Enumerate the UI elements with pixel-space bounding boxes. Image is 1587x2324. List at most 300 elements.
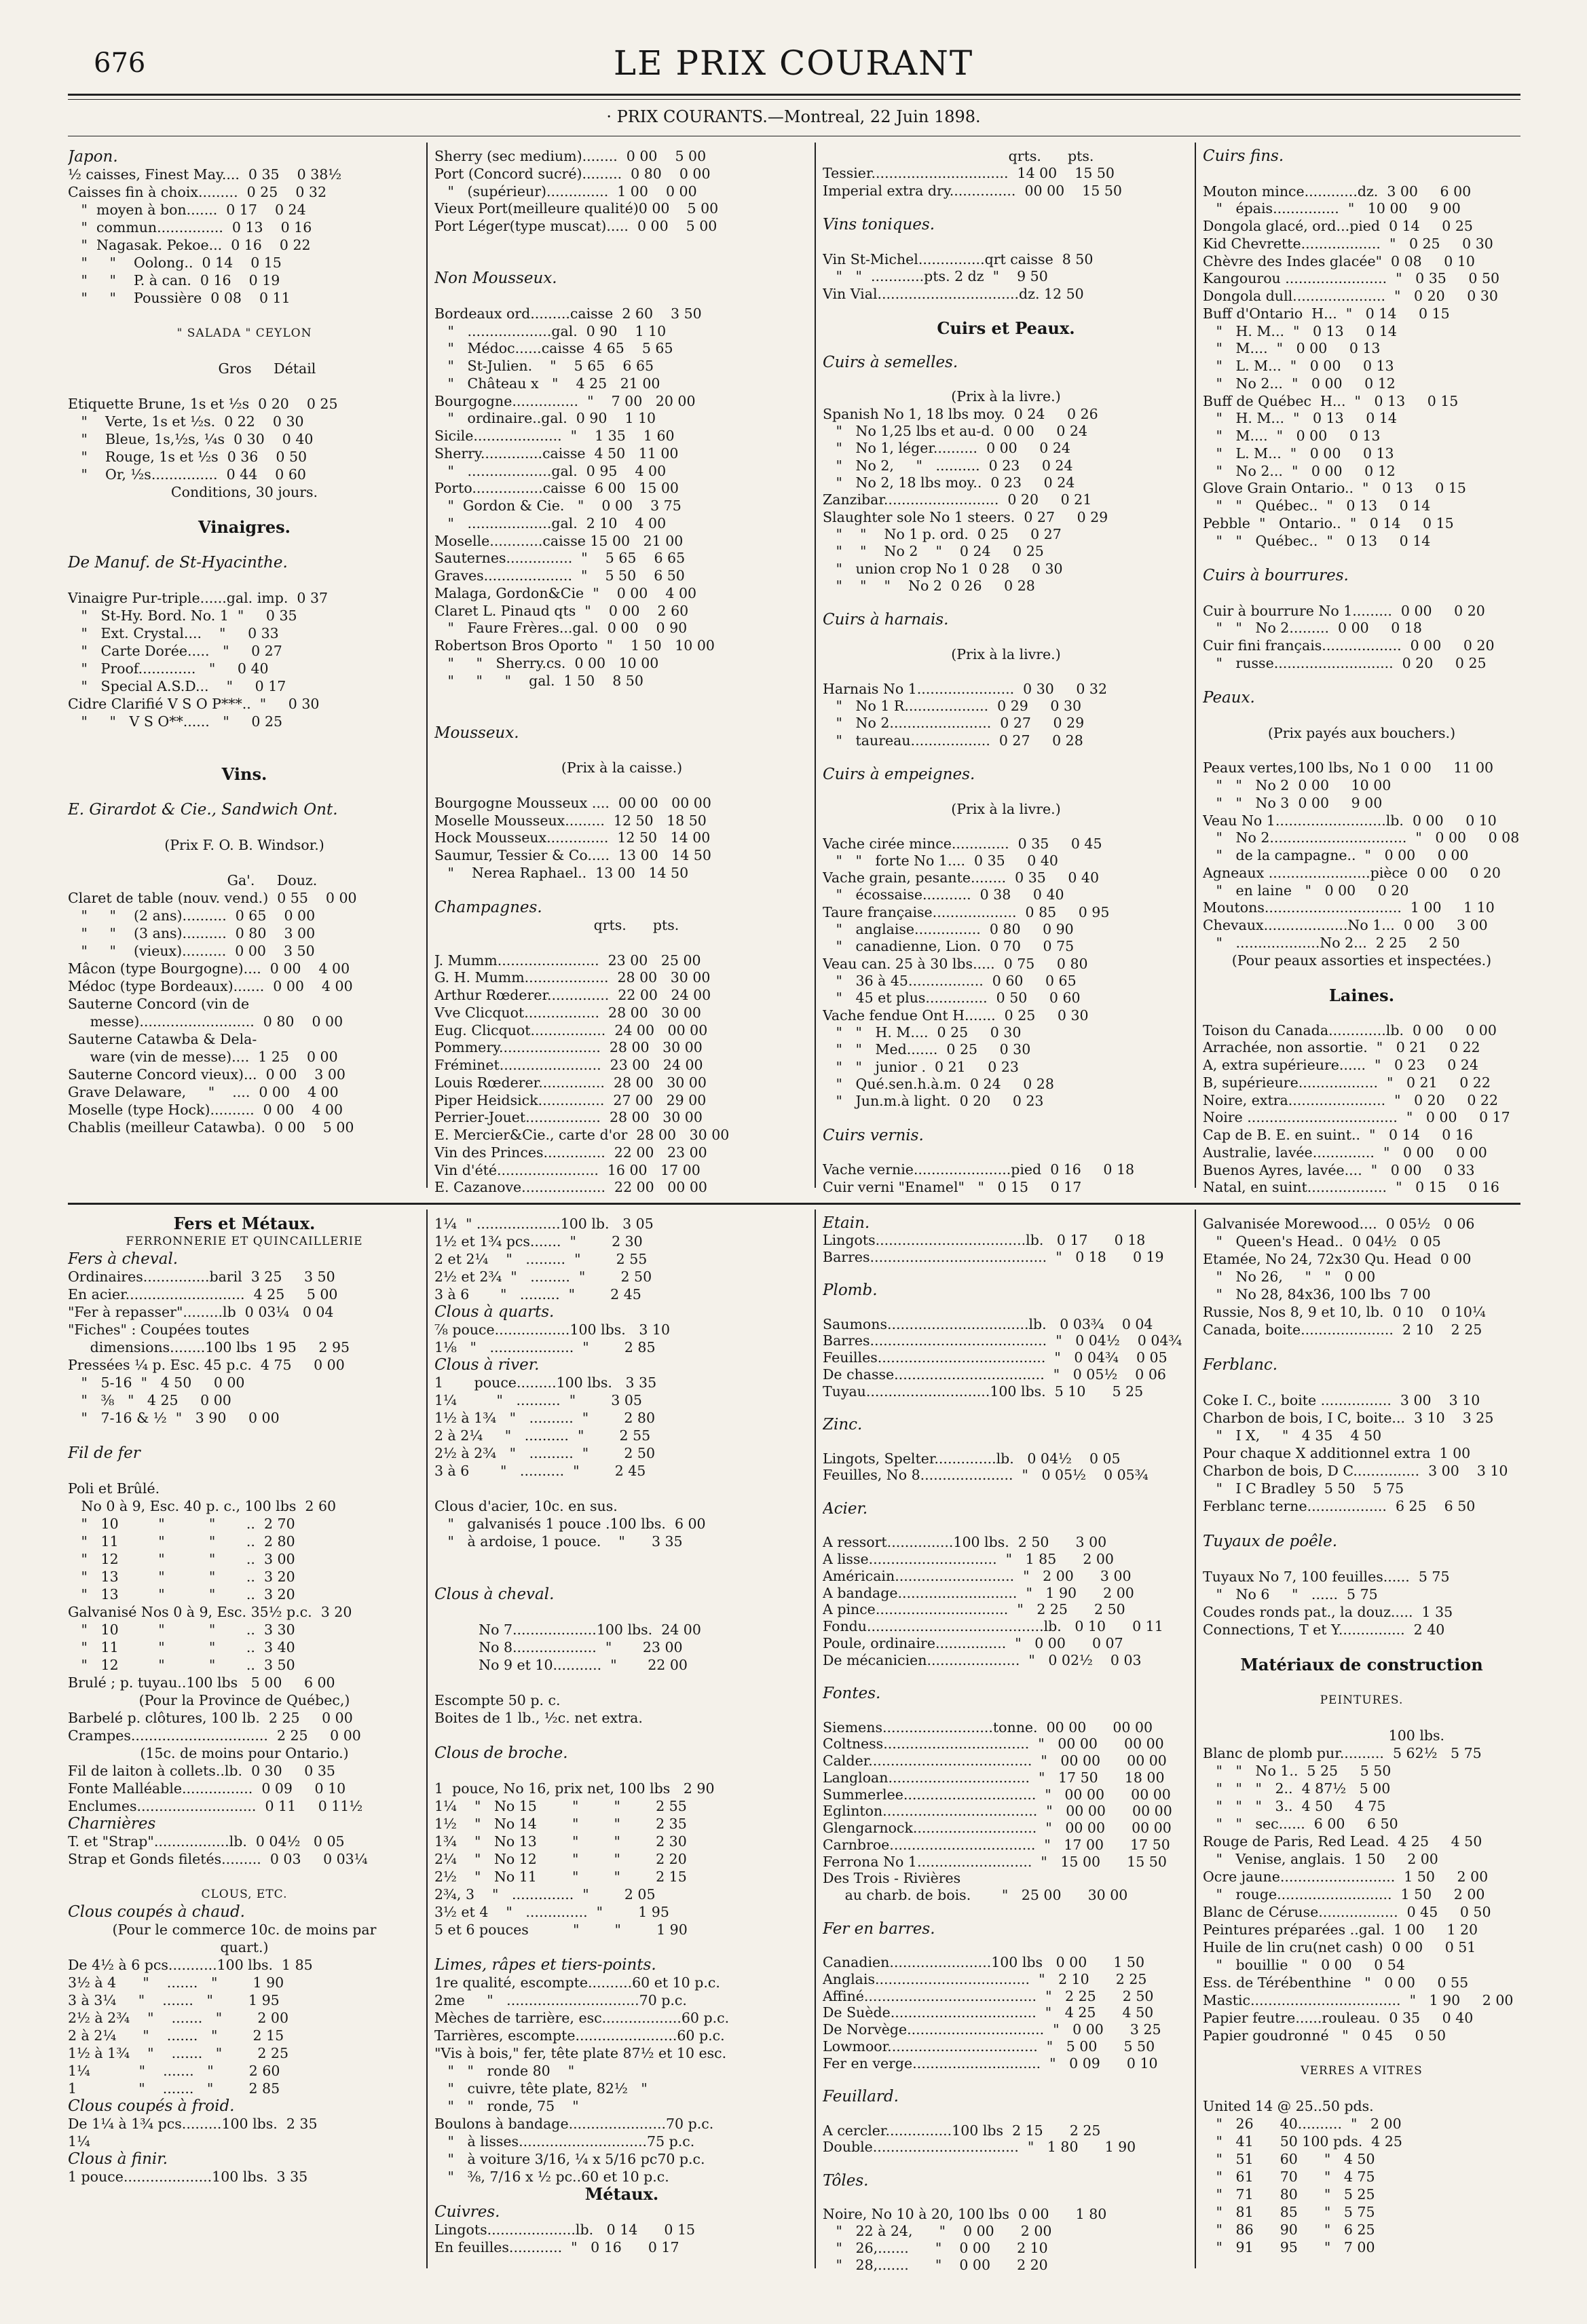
price-line: ware (vin de messe).... 1 25 0 00: [68, 1049, 338, 1065]
price-line: 1 pouce.........100 lbs. 3 35: [434, 1374, 657, 1391]
price-line: Tarrières, escompte.......................60 p.c.: [434, 2027, 725, 2044]
price-line: Ga'. Douz.: [68, 872, 318, 888]
price-line: 1re qualité, escompte..........60 et 10 p.c.: [434, 1974, 720, 1991]
price-line: " No 26, " " 0 00: [1203, 1269, 1376, 1285]
subsection-heading: Clous à river.: [434, 1356, 540, 1374]
price-line: Papier feutre......rouleau. 0 35 0 40: [1203, 2010, 1474, 2026]
price-line: 1 pouce....................100 lbs. 3 35: [68, 2169, 308, 2185]
price-line: " Proof............. " 0 40: [68, 660, 269, 677]
price-line: Ferblanc terne.................. 6 25 6 50: [1203, 1498, 1476, 1514]
price-line: " No 2, " .......... 0 23 0 24: [823, 457, 1073, 474]
price-line: Kangourou ....................... " 0 35 0 50: [1203, 270, 1500, 287]
price-line: 3 à 6 " ......... " 2 45: [434, 1286, 641, 1302]
price-line: [1203, 1005, 1520, 1022]
price-line: Bourgogne Mousseux .... 00 00 00 00: [434, 794, 711, 811]
price-line: " " P. à can. 0 16 0 19: [68, 272, 280, 288]
price-line: Huile de lin cru(net cash) 0 00 0 51: [1203, 1939, 1476, 1955]
price-line: [1203, 673, 1520, 690]
price-line: " épais............... " 10 00 9 00: [1203, 200, 1461, 217]
price-line: [1203, 1338, 1520, 1356]
subsection-heading: Vins toniques.: [823, 217, 935, 234]
price-line: [823, 303, 1189, 320]
price-line: qrts. pts.: [434, 917, 679, 933]
price-line: Veau can. 25 à 30 lbs..... 0 75 0 80: [823, 955, 1088, 972]
price-line: Barres........................................ " 0 18 0 19: [823, 1248, 1164, 1265]
price-line: [1203, 2080, 1520, 2097]
price-line: En feuilles............ " 0 16 0 17: [434, 2239, 679, 2255]
price-line: " 71 80 " 5 25: [1203, 2186, 1375, 2203]
price-line: Peintures préparées ..gal. 1 00 1 20: [1203, 1922, 1478, 1938]
price-line: [68, 783, 421, 801]
price-line: Vache fendue Ont H....... 0 25 0 30: [823, 1007, 1089, 1024]
price-line: Tuyaux No 7, 100 feuilles...... 5 75: [1203, 1569, 1450, 1585]
price-line: [823, 749, 1189, 766]
price-line: Feuilles...................................... " 0 04¾ 0 05: [823, 1349, 1168, 1366]
price-line: Veau No 1.........................lb. 0 00 0 10: [1203, 812, 1497, 829]
price-line: " " Oolong.. 0 14 0 15: [68, 255, 282, 271]
price-line: [434, 935, 809, 952]
price-line: Eug. Clicquot................. 24 00 00 00: [434, 1022, 708, 1038]
price-line: " 13 " " .. 3 20: [68, 1586, 295, 1603]
price-line: Strap et Gonds filetés......... 0 03 0 03¼: [68, 1851, 368, 1867]
price-line: Anglais................................... " 2 10 2 25: [823, 1970, 1147, 1987]
price-line: " ...................gal. 0 90 1 10: [434, 322, 667, 339]
price-line: Canada, boite..................... 2 10 2 25: [1203, 1322, 1482, 1338]
price-line: " Or, ½s............... 0 44 0 60: [68, 466, 306, 483]
price-line: Sherry (sec medium)........ 0 00 5 00: [434, 148, 707, 164]
price-line: Spanish No 1, 18 lbs moy. 0 24 0 26: [823, 405, 1098, 422]
price-line: Robertson Bros Oporto " 1 50 10 00: [434, 637, 715, 654]
price-line: Sauterne Catawba & Dela-: [68, 1031, 257, 1047]
price-line: " " ronde, 75 ": [434, 2098, 579, 2114]
price-line: Pressées ¼ p. Esc. 45 p.c. 4 75 0 00: [68, 1357, 345, 1373]
price-line: [1203, 969, 1520, 987]
price-line: " ...................gal. 0 95 4 00: [434, 462, 667, 479]
price-line: De Suède................................. " 4 25 4 50: [823, 2004, 1154, 2021]
price-line: FERRONNERIE ET QUINCAILLERIE: [126, 1235, 363, 1248]
price-line: (Prix à la livre.): [951, 646, 1061, 663]
price-line: (Pour le commerce 10c. de moins par: [112, 1922, 377, 1938]
price-line: No 7...................100 lbs. 24 00: [434, 1622, 701, 1638]
price-line: Crampes............................... 2 25 0 00: [68, 1727, 361, 1744]
price-line: [823, 784, 1189, 801]
price-column: [68, 1215, 421, 2274]
price-line: Graves.................... " 5 50 6 50: [434, 567, 685, 584]
section-heading: Fers et Métaux.: [173, 1215, 316, 1233]
price-line: [434, 777, 809, 795]
price-line: Escompte 50 p. c.: [434, 1692, 561, 1708]
price-line: Ocre jaune.......................... 1 50 2 00: [1203, 1869, 1489, 1885]
price-line: " No 2... " 0 00 0 12: [1203, 375, 1396, 392]
price-line: Barbelé p. clôtures, 100 lb. 2 25 0 00: [68, 1710, 353, 1726]
price-line: Moselle Mousseux......... 12 50 18 50: [434, 812, 707, 829]
price-line: No 8................... " 23 00: [434, 1639, 683, 1655]
price-line: Sicile.................... " 1 35 1 60: [434, 428, 675, 444]
price-line: [68, 1427, 421, 1444]
price-line: " ordinaire..gal. 0 90 1 10: [434, 410, 656, 427]
price-line: [1203, 1638, 1520, 1656]
price-line: [434, 288, 809, 305]
price-line: A lisse............................. " 1 85 2 00: [823, 1551, 1114, 1567]
price-line: " " No 1.. 5 25 5 50: [1203, 1763, 1392, 1779]
price-line: [68, 748, 421, 766]
price-line: [823, 2105, 1189, 2122]
price-line: ⅞ pouce.................100 lbs. 3 10: [434, 1322, 670, 1338]
price-line: Sherry..............caisse 4 50 11 00: [434, 445, 679, 462]
price-line: [823, 629, 1189, 646]
price-line: 2 à 2¼ " .......... " 2 55: [434, 1427, 651, 1444]
price-line: " 81 85 " 5 75: [1203, 2204, 1375, 2220]
price-line: [1203, 1374, 1520, 1391]
price-line: [823, 663, 1189, 680]
price-line: Charbon de bois, I C, boite... 3 10 3 25: [1203, 1410, 1494, 1426]
price-line: " galvanisés 1 pouce .100 lbs. 6 00: [434, 1516, 706, 1532]
subsection-heading: Clous à finir.: [68, 2150, 168, 2168]
price-line: [823, 1265, 1189, 1282]
price-line: [434, 1938, 809, 1956]
price-line: " 86 90 " 6 25: [1203, 2222, 1375, 2238]
page-number: 676: [94, 48, 146, 79]
price-line: Mouton mince............dz. 3 00 6 00: [1203, 183, 1472, 200]
price-line: Boites de 1 lb., ½c. net extra.: [434, 1710, 643, 1726]
price-line: 1¾ " No 13 " " 2 30: [434, 1833, 687, 1850]
price-line: Bourgogne............... " 7 00 20 00: [434, 392, 696, 409]
price-line: " No 2, 18 lbs moy.. 0 23 0 24: [823, 474, 1075, 491]
price-column: [434, 148, 809, 1197]
price-line: " Carte Dorée..... " 0 27: [68, 643, 282, 659]
price-line: " 45 et plus.............. 0 50 0 60: [823, 990, 1081, 1007]
price-line: (Pour la Province de Québec,): [138, 1692, 350, 1708]
price-line: PEINTURES.: [1320, 1693, 1404, 1707]
section-heading: Cuirs et Peaux.: [937, 320, 1075, 337]
price-line: [823, 1433, 1189, 1450]
subsection-heading: Fers à cheval.: [68, 1250, 179, 1268]
price-line: " 51 60 " 4 50: [1203, 2151, 1375, 2167]
price-line: [823, 1110, 1189, 1127]
price-line: " Queen's Head.. 0 04½ 0 05: [1203, 1233, 1441, 1250]
price-line: Peaux vertes,100 lbs, No 1 0 00 11 00: [1203, 760, 1494, 776]
price-line: " 26 40.......... " 2 00: [1203, 2116, 1402, 2132]
price-line: (Prix à la livre.): [951, 800, 1061, 817]
subsection-heading: Peaux.: [1203, 690, 1255, 707]
price-line: [1203, 550, 1520, 567]
price-line: Bordeaux ord.........caisse 2 60 3 50: [434, 305, 702, 322]
subsection-heading: Clous coupés à froid.: [68, 2097, 235, 2115]
price-line: " " No 1 p. ord. 0 25 0 27: [823, 525, 1062, 542]
price-line: Cap de B. E. en suint.. " 0 14 0 16: [1203, 1127, 1473, 1143]
price-line: Galvanisé Nos 0 à 9, Esc. 35½ p.c. 3 20: [68, 1604, 352, 1620]
price-column: [1203, 148, 1520, 1197]
price-line: Américain........................... " 2 00 3 00: [823, 1567, 1132, 1584]
price-line: Cuir à bourrure No 1......... 0 00 0 20: [1203, 602, 1485, 619]
price-line: Kid Chevrette.................. " 0 25 0 30: [1203, 235, 1493, 252]
price-line: Charbon de bois, D C............... 3 00 3 10: [1203, 1463, 1508, 1479]
price-line: [434, 707, 809, 725]
price-line: [434, 253, 809, 271]
price-line: 2½ " No 11 " " 2 15: [434, 1869, 687, 1885]
price-line: [823, 1702, 1189, 1719]
price-line: [823, 1668, 1189, 1685]
price-line: " H. M... " 0 13 0 14: [1203, 322, 1397, 339]
price-line: Boulons à bandage......................70 p.c.: [434, 2116, 714, 2132]
price-line: 1⅛ " ................... " 2 85: [434, 1339, 656, 1355]
price-line: Pommery....................... 28 00 30 00: [434, 1039, 703, 1056]
price-line: 1¼ " .......... " 3 05: [434, 1392, 642, 1408]
price-line: " St-Julien. " 5 65 6 65: [434, 358, 654, 374]
price-line: Perrier-Jouet................. 28 00 30 00: [434, 1109, 703, 1126]
price-line: " St-Hy. Bord. No. 1 " 0 35: [68, 607, 297, 624]
price-line: Fonte Malléable................ 0 09 0 10: [68, 1780, 346, 1797]
price-line: Langloan................................ " 17 50 18 00: [823, 1769, 1165, 1786]
section-heading: Laines.: [1328, 987, 1395, 1005]
price-line: J. Mumm....................... 23 00 25 00: [434, 952, 701, 969]
price-line: (Prix payés aux bouchers.): [1267, 724, 1456, 741]
price-line: Vin des Princes.............. 22 00 23 00: [434, 1144, 707, 1161]
subsection-heading: Charnières: [68, 1815, 156, 1833]
price-line: T. et "Strap".................lb. 0 04½ 0 05: [68, 1833, 345, 1850]
price-line: United 14 @ 25..50 pds.: [1203, 2098, 1374, 2114]
price-line: 2¾, 3 " .............. " 2 05: [434, 1886, 656, 1903]
price-line: Cidre Clarifié V S O P***.. " 0 30: [68, 696, 320, 712]
price-line: E. Cazanove................... 22 00 00 00: [434, 1179, 707, 1196]
price-line: [823, 337, 1189, 354]
price-line: Fondu........................................lb. 0 10 0 11: [823, 1618, 1163, 1634]
price-line: " I X, " 4 35 4 50: [1203, 1427, 1382, 1444]
price-line: " 91 95 " 7 00: [1203, 2239, 1375, 2255]
price-line: 2 et 2¼ " ......... " 2 55: [434, 1251, 648, 1267]
price-line: Glove Grain Ontario.. " 0 13 0 15: [1203, 480, 1466, 497]
price-line: " (supérieur).............. 1 00 0 00: [434, 183, 697, 200]
price-line: Ferrona No 1.......................... " 15 00 15 50: [823, 1853, 1167, 1870]
price-line: " 7-16 & ½ " 3 90 0 00: [68, 1410, 280, 1426]
price-line: " " No 2 0 00 10 00: [1203, 777, 1392, 793]
price-line: Clous d'acier, 10c. en sus.: [434, 1498, 618, 1514]
subsection-heading: Mousseux.: [434, 724, 519, 742]
price-line: " " Poussière 0 08 0 11: [68, 290, 291, 306]
subsection-heading: Cuirs fins.: [1203, 148, 1284, 165]
price-line: " L. M... " 0 00 0 13: [1203, 358, 1394, 374]
price-line: Tuyau............................100 lbs. 5 10 5 25: [823, 1383, 1144, 1400]
subsection-heading: Cuirs vernis.: [823, 1127, 924, 1144]
price-line: 2½ à 2¾ " ....... " 2 00: [68, 2010, 289, 2026]
price-line: " " No 2......... 0 00 0 18: [1203, 620, 1422, 637]
price-line: Sauterne Concord vieux)... 0 00 3 00: [68, 1066, 346, 1083]
price-line: [1203, 1674, 1520, 1691]
price-line: A, extra supérieure...... " 0 23 0 24: [1203, 1057, 1478, 1073]
price-line: Fil de laiton à collets..lb. 0 30 0 35: [68, 1763, 335, 1779]
price-line: " Château x " 4 25 21 00: [434, 375, 660, 392]
price-line: De 1¼ à 1¾ pcs.........100 lbs. 2 35: [68, 2116, 318, 2132]
price-line: Noire, No 10 à 20, 100 lbs 0 00 1 80: [823, 2206, 1107, 2223]
price-line: " No 28, 84x36, 100 lbs 7 00: [1203, 1286, 1431, 1302]
price-column: [68, 148, 421, 1197]
price-line: [1203, 1709, 1520, 1727]
price-line: Pebble " Ontario.. " 0 14 0 15: [1203, 514, 1454, 531]
column-divider: [426, 143, 428, 1188]
subsection-heading: Feuillard.: [823, 2088, 899, 2105]
price-line: " ⅜, 7/16 x ½ pc..60 et 10 p.c.: [434, 2169, 669, 2185]
subsection-heading: Fil de fer: [68, 1444, 141, 1462]
price-line: Tessier............................... 14 00 15 50: [823, 165, 1115, 182]
price-line: " " " No 2 0 26 0 28: [823, 577, 1035, 594]
price-line: 1¼ " ...................100 lb. 3 05: [434, 1216, 654, 1232]
price-line: " Venise, anglais. 1 50 2 00: [1203, 1851, 1438, 1867]
price-line: CLOUS, ETC.: [201, 1888, 288, 1901]
price-line: " " sec...... 6 00 6 50: [1203, 1816, 1398, 1832]
price-line: Lowmoor.................................. " 5 00 5 50: [823, 2038, 1155, 2055]
price-line: Port (Concord sucré)......... 0 80 0 00: [434, 165, 711, 182]
price-column: [434, 1215, 809, 2274]
price-line: [823, 234, 1189, 251]
price-line: E. Mercier&Cie., carte d'or 28 00 30 00: [434, 1127, 730, 1143]
price-line: Conditions, 30 jours.: [170, 484, 318, 500]
column-divider: [1195, 143, 1196, 1188]
price-line: Hock Mousseux.............. 12 50 14 00: [434, 829, 711, 846]
price-line: [434, 690, 809, 707]
price-line: " " (vieux).......... 0 00 3 50: [68, 943, 315, 959]
price-line: [434, 236, 809, 253]
price-line: Papier goudronné " 0 45 0 50: [1203, 2027, 1446, 2044]
price-line: G. H. Mumm................... 28 00 30 00: [434, 969, 711, 986]
price-line: Summerlee.............................. " 00 00 00 00: [823, 1786, 1171, 1803]
price-line: 3 à 6 " .......... " 2 45: [434, 1463, 646, 1479]
price-line: Sauterne Concord (vin de: [68, 996, 250, 1012]
price-line: Chèvre des Indes glacée" 0 08 0 10: [1203, 252, 1475, 269]
price-line: 2¼ " No 12 " " 2 20: [434, 1851, 687, 1867]
section-heading: Vins.: [221, 766, 267, 783]
price-line: [434, 1550, 809, 1568]
price-line: [68, 536, 421, 554]
price-line: Vinaigre Pur-triple......gal. imp. 0 37: [68, 590, 329, 606]
price-line: Cuir fini français.................. 0 00 0 20: [1203, 637, 1495, 654]
price-line: " 26,....... " 0 00 2 10: [823, 2239, 1048, 2256]
price-line: [823, 1937, 1189, 1954]
price-line: [68, 501, 421, 519]
price-line: Arrachée, non assortie. " 0 21 0 22: [1203, 1039, 1480, 1056]
price-line: " " Québec.. " 0 13 0 14: [1203, 498, 1431, 514]
price-line: [434, 1727, 809, 1744]
price-line: (Prix à la livre.): [951, 388, 1061, 405]
column-divider: [1195, 1210, 1196, 2268]
price-line: " " Québec.. " 0 13 0 14: [1203, 532, 1431, 549]
price-line: Vieux Port(meilleure qualité)0 00 5 00: [434, 200, 719, 217]
price-line: " 22 à 24, " 0 00 2 00: [823, 2223, 1052, 2239]
price-line: 1 " ....... " 2 85: [68, 2080, 280, 2097]
price-line: 2 à 2¼ " ....... " 2 15: [68, 2027, 284, 2044]
price-line: Blanc de Céruse.................. 0 45 0 50: [1203, 1904, 1491, 1920]
price-line: " à voiture 3/16, ¼ x 5/16 pc70 p.c.: [434, 2151, 705, 2167]
price-line: Harnais No 1...................... 0 30 0 32: [823, 680, 1108, 697]
price-line: " taureau.................. 0 27 0 28: [823, 732, 1083, 749]
price-line: " Gordon & Cie. " 0 00 3 75: [434, 498, 682, 514]
price-line: " 36 à 45................. 0 60 0 65: [823, 973, 1077, 989]
price-line: " 61 70 " 4 75: [1203, 2169, 1375, 2185]
price-line: " SALADA " CEYLON: [176, 326, 312, 340]
price-line: " 41 50 100 pds. 4 25: [1203, 2133, 1402, 2150]
price-line: (Prix F. O. B. Windsor.): [164, 837, 324, 853]
price-line: 1½ " No 14 " " 2 35: [434, 1816, 687, 1832]
price-line: " ...................No 2... 2 25 2 50: [1203, 934, 1460, 951]
price-line: " bouillie " 0 00 0 54: [1203, 1957, 1405, 1973]
price-line: " 13 " " .. 3 20: [68, 1569, 295, 1585]
price-line: [1203, 1515, 1520, 1533]
price-line: " No 2... " 0 00 0 12: [1203, 462, 1396, 479]
price-line: A pince.............................. " 2 25 2 50: [823, 1601, 1125, 1618]
price-line: Louis Rœderer............... 28 00 30 00: [434, 1074, 707, 1091]
price-line: [823, 1484, 1189, 1501]
price-line: " 5-16 " 4 50 0 00: [68, 1374, 245, 1391]
price-line: A ressort...............100 lbs. 2 50 3 00: [823, 1534, 1107, 1551]
price-line: No 9 et 10........... " 22 00: [434, 1657, 688, 1673]
price-line: Lingots....................lb. 0 14 0 15: [434, 2222, 696, 2238]
price-line: Poule, ordinaire................ " 0 00 0 07: [823, 1634, 1123, 1651]
price-line: au charb. de bois. " 25 00 30 00: [823, 1887, 1128, 1903]
price-line: " " (2 ans).......... 0 65 0 00: [68, 907, 316, 924]
price-line: " No 2....................... 0 27 0 29: [823, 715, 1085, 732]
price-line: Malaga, Gordon&Cie " 0 00 4 00: [434, 584, 697, 601]
column-divider: [815, 1210, 816, 2268]
price-line: " commun............... 0 13 0 16: [68, 219, 312, 236]
price-line: Chablis (meilleur Catawba). 0 00 5 00: [68, 1119, 354, 1136]
price-line: Coudes ronds pat., la douz..... 1 35: [1203, 1604, 1453, 1620]
subsection-heading: De Manuf. de St-Hyacinthe.: [68, 554, 288, 571]
price-line: Ordinaires...............baril 3 25 3 50: [68, 1269, 335, 1285]
price-line: Zanzibar.......................... 0 20 0 21: [823, 491, 1092, 508]
price-line: " " No 3 0 00 9 00: [1203, 794, 1383, 811]
price-line: [823, 2072, 1189, 2088]
price-line: Fréminet....................... 23 00 24 00: [434, 1057, 703, 1073]
price-line: " " Sherry.cs. 0 00 10 00: [434, 654, 659, 671]
subsection-heading: Cuirs à harnais.: [823, 612, 949, 629]
section-heading: Matériaux de construction: [1240, 1656, 1483, 1674]
price-line: De chasse.................................. " 0 05½ 0 06: [823, 1366, 1166, 1383]
price-line: " ⅜ " 4 25 0 00: [68, 1392, 231, 1408]
subsection-heading: Zinc.: [823, 1417, 863, 1433]
price-line: Imperial extra dry............... 00 00 15 50: [823, 182, 1122, 199]
price-line: " canadienne, Lion. 0 70 0 75: [823, 938, 1075, 955]
price-line: " à lisses.............................75 p.c.: [434, 2133, 695, 2150]
price-line: Taure française................... 0 85 0 95: [823, 903, 1110, 920]
price-line: Claret de table (nouv. vend.) 0 55 0 00: [68, 890, 357, 906]
price-line: " No 2............................... " 0 00 0 08: [1203, 829, 1520, 846]
price-line: Vin Vial................................dz. 12 50: [823, 285, 1084, 302]
price-line: Russie, Nos 8, 9 et 10, lb. 0 10 0 10¼: [1203, 1304, 1486, 1320]
price-line: 1½ à 1¾ " ....... " 2 25: [68, 2045, 289, 2061]
price-line: 100 lbs.: [1203, 1727, 1445, 1744]
price-line: Vin d'été....................... 16 00 17 00: [434, 1161, 701, 1178]
price-line: " " (3 ans).......... 0 80 3 00: [68, 925, 316, 941]
price-line: No 0 à 9, Esc. 40 p. c., 100 lbs 2 60: [68, 1498, 337, 1514]
price-line: Port Léger(type muscat)..... 0 00 5 00: [434, 218, 717, 234]
price-line: Médoc (type Bordeaux)....... 0 00 4 00: [68, 978, 353, 994]
header-rule-1: [68, 94, 1520, 96]
price-line: Toison du Canada.............lb. 0 00 0 00: [1203, 1022, 1497, 1038]
price-line: " No 1, léger.......... 0 00 0 24: [823, 440, 1070, 457]
price-line: Buff d'Ontario H... " 0 14 0 15: [1203, 305, 1450, 322]
price-line: " de la campagne.. " 0 00 0 00: [1203, 847, 1469, 863]
price-line: " " Med....... 0 25 0 30: [823, 1041, 1031, 1058]
price-line: " Nerea Raphael.. 13 00 14 50: [434, 864, 689, 881]
price-line: [823, 1400, 1189, 1417]
subsection-heading: Clous coupés à chaud.: [68, 1903, 245, 1921]
subsection-heading: Cuivres.: [434, 2203, 500, 2221]
price-line: [823, 1144, 1189, 1161]
subsection-heading: Cuirs à semelles.: [823, 354, 958, 371]
price-line: Dongola glacé, ord...pied 0 14 0 25: [1203, 218, 1473, 234]
price-line: [823, 200, 1189, 217]
price-line: Pour chaque X additionnel extra 1 00: [1203, 1445, 1471, 1461]
subsection-heading: Ferblanc.: [1203, 1356, 1278, 1374]
